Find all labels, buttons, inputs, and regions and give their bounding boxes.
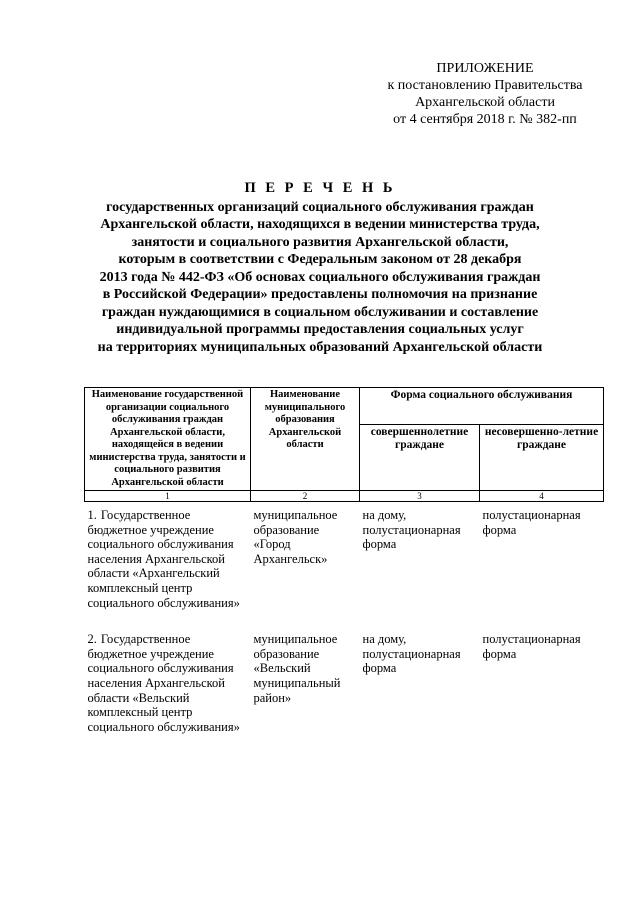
heading-line: 2013 года № 442-ФЗ «Об основах социального обслуживания граждан [99, 269, 541, 285]
appendix-line: к постановлению Правительства [387, 78, 583, 93]
header-adults: совершеннолетние граждане [360, 424, 480, 490]
municipality-cell: муниципальное образование «Вельский муниципальный район» [253, 632, 341, 705]
header-service-form: Форма социального обслуживания [360, 388, 604, 425]
heading-line: индивидуальной программы предоставления социальных услуг [116, 322, 524, 337]
organization-name: Государственное бюджетное учреждение социального обслуживания населения Архангельской области «Архангельский комплексный центр социального обслуживания» [87, 508, 240, 610]
organization-name: Государственное бюджетное учреждение социального обслуживания населения Архангельской области «Вельский комплексный центр социального обслуживания» [87, 632, 240, 734]
column-number: 1 [85, 491, 251, 502]
table-row [85, 610, 604, 734]
organization-cell [85, 502, 251, 611]
document-heading [60, 180, 580, 356]
document-title: П Е Р Е Ч Е Н Ь [244, 180, 396, 196]
header-municipality: Наименование муниципального образования Архангельской области [251, 388, 360, 491]
organizations-table [84, 387, 604, 734]
adults-form-cell: на дому, полустационарная форма [362, 632, 461, 676]
appendix-title: ПРИЛОЖЕНИЕ [436, 61, 534, 76]
appendix-date-number: от 4 сентября 2018 г. № 382-пп [393, 112, 577, 127]
appendix-block [360, 60, 610, 128]
header-minors: несовершенно-летние граждане [480, 424, 604, 490]
heading-line: государственных организаций социального обслуживания граждан [106, 199, 534, 215]
table-row [85, 502, 604, 611]
row-number: 2. [87, 632, 97, 647]
heading-line: занятости и социального развития Архангельской области, [131, 234, 509, 250]
organization-cell [85, 610, 251, 734]
column-number: 2 [251, 491, 360, 502]
adults-form-cell: на дому, полустационарная форма [362, 508, 461, 552]
municipality-cell: муниципальное образование «Город Архангельск» [253, 508, 338, 566]
row-number: 1. [87, 508, 97, 522]
heading-line: на территориях муниципальных образований Архангельской области [97, 339, 543, 355]
heading-line: в Российской Федерации» предоставлены полномочия на признание [102, 287, 538, 302]
column-number-row [85, 491, 604, 502]
header-organization: Наименование государственной организации социального обслуживания граждан Архангельской области, находящейся в ведении министерства труда, занятости и социального развития Архангельской области [85, 388, 251, 491]
column-number: 3 [360, 491, 480, 502]
heading-line: которым в соответствии с Федеральным законом от 28 декабря [118, 252, 522, 267]
minors-form-cell: полустационарная форма [482, 508, 581, 537]
heading-line: Архангельской области, находящихся в ведении министерства труда, [100, 217, 540, 232]
heading-line: граждан нуждающимися в социальном обслуживании и составление [101, 304, 539, 320]
appendix-line: Архангельской области [415, 95, 555, 110]
minors-form-cell: полустационарная форма [482, 632, 581, 661]
table-header-row [85, 388, 604, 425]
column-number: 4 [480, 491, 604, 502]
